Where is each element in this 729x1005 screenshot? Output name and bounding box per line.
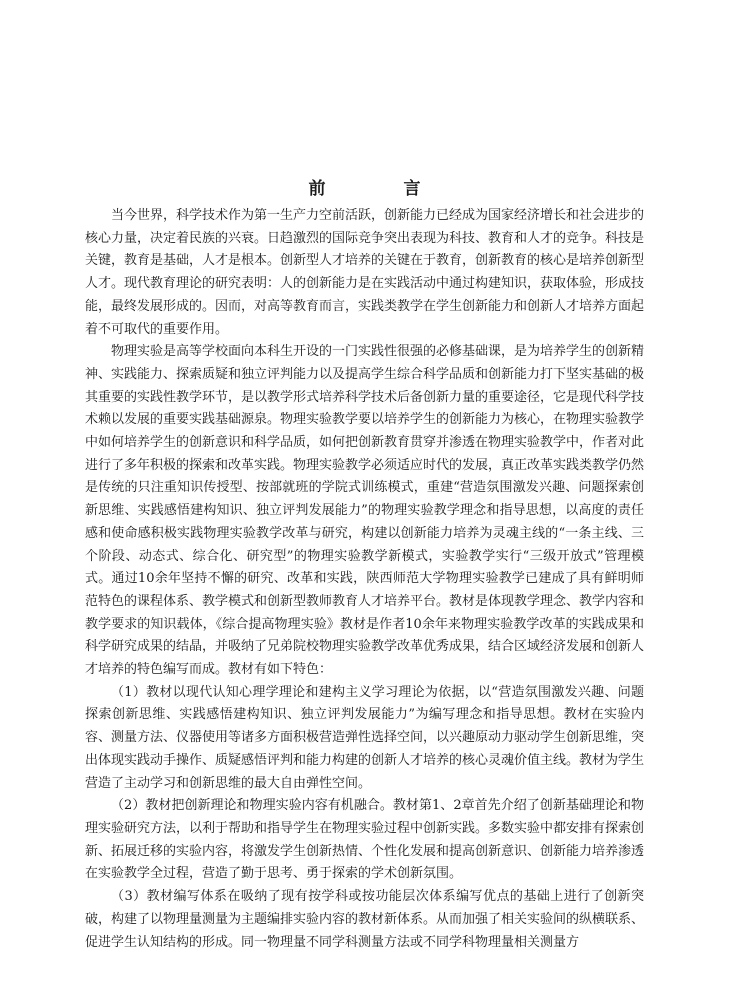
paragraph-4: （2）教材把创新理论和物理实验内容有机融合。教材第1、2章首先介绍了创新基础理论和物理实验研究方法，以利于帮助和指导学生在物理实验过程中创新实践。多数实验中都安排有探索创新、拓展迁移的实验内容，将激发学生创新热情、个性化发展和提高创新意识、创新能力培养渗透在实验教学全过程，营造了勤于思考、勇于探索的学术创新氛围。 [85,798,645,882]
paragraph-1: 当今世界，科学技术作为第一生产力空前活跃，创新能力已经成为国家经济增长和社会进步的核心力量，决定着民族的兴衰。日趋激烈的国际竞争突出表现为科技、教育和人才的竞争。科技是关键，教育是基础，人才是根本。创新型人才培养的关键在于教育，创新教育的核心是培养创新型人才。现代教育理论的研究表明：人的创新能力是在实践活动中通过构建知识，获取体验，形成技能，最终发展形成的。因而，对高等教育而言，实践类教学在学生创新能力和创新人才培养方面起着不可取代的重要作用。 [85,208,645,337]
paragraph-3: （1）教材以现代认知心理学理论和建构主义学习理论为依据，以“营造氛围激发兴趣、问题探索创新思维、实践感悟建构知识、独立评判发展能力”为编写理念和指导思想。教材在实验内容、测量方法、仪器使用等诸多方面积极营造弹性选择空间，以兴趣原动力驱动学生创新思维，突出体现实践动手操作、质疑感悟评判和能力构建的创新人才培养的核心灵魂价值主线。教材为学生营造了主动学习和创新思维的最大自由弹性空间。 [85,684,645,791]
paragraph-2: 物理实验是高等学校面向本科生开设的一门实践性很强的必修基础课，是为培养学生的创新精神、实践能力、探索质疑和独立评判能力以及提高学生综合科学品质和创新能力打下坚实基础的极其重要的实践性教学环节，是以教学形式培养科学技术后备创新力量的重要途径，它是现代科学技术赖以发展的重要实践基础源泉。物理实验教学要以培养学生的创新能力为核心，在物理实验教学中如何培养学生的创新意识和科学品质，如何把创新教育贯穿并渗透在物理实验教学中，作者对此进行了多年积极的探索和改革实践。物理实验教学必须适应时代的发展，真正改革实践类教学仍然是传统的只注重知识传授型、按部就班的学院式训练模式，重建“营造氛围激发兴趣、问题探索创新思维、实践感悟建构知识、独立评判发展能力”的物理实验教学理念和指导思想，以高度的责任感和使命感积极实践物理实验教学改革与研究，构建以创新能力培养为灵魂主线的“一条主线、三个阶段、动态式、综合化、研究型”的物理实验教学新模式，实验教学实行“三级开放式”管理模式。通过10余年坚持不懈的研究、改革和实践，陕西师范大学物理实验教学已建成了具有鲜明师范特色的课程体系、教学模式和创新型教师教育人才培养平台。教材是体现教学理念、教学内容和教学要求的知识载体，《综合提高物理实验》教材是作者10余年来物理实验教学改革的实践成果和科学研究成果的结晶，并吸纳了兄弟院校物理实验教学改革优秀成果，结合区域经济发展和创新人才培养的特色编写而成。教材有如下特色： [85,344,645,678]
page-title: 前 言 [308,179,457,199]
preface-body [85,205,644,954]
paragraph-5: （3）教材编写体系在吸纳了现有按学科或按功能层次体系编写优点的基础上进行了创新突破，构建了以物理量测量为主题编排实验内容的教材新体系。从而加强了相关实验间的纵横联系、促进学生认知结构的形成。同一物理量不同学科测量方法或不同学科物理量相关测量方 [85,889,645,950]
